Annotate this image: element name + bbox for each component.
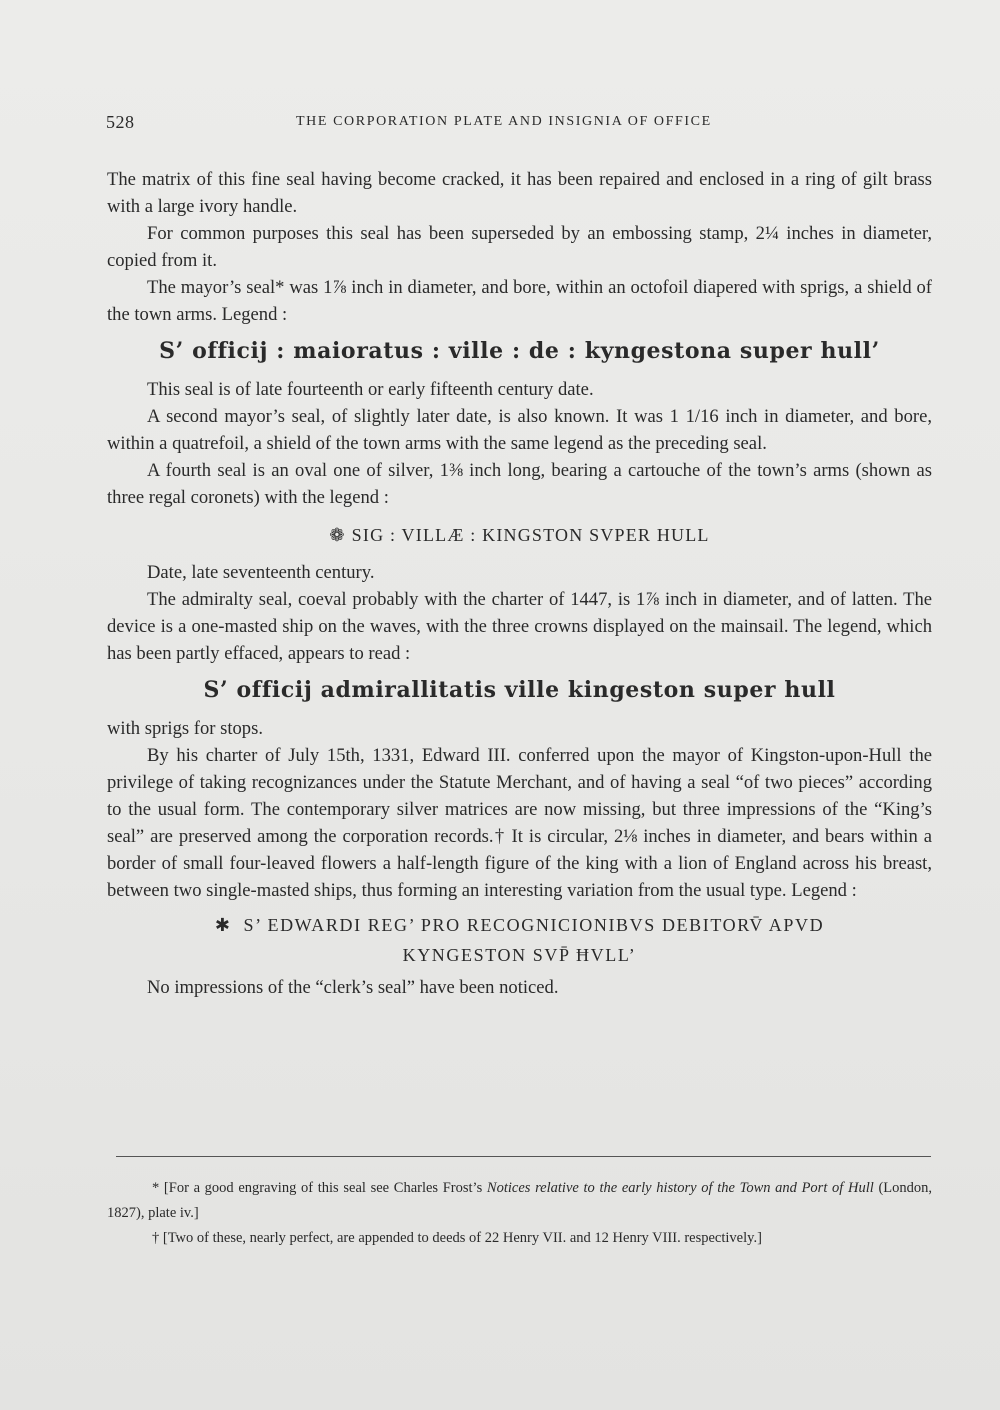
- paragraph-clerks-seal: No impressions of the “clerk’s seal” have been noticed.: [147, 977, 559, 998]
- legend-kings-seal: [107, 910, 932, 970]
- paragraph-sprigs: with sprigs for stops.: [107, 718, 263, 739]
- legend-kings-seal-line-1: ✱ S’ EDWARDI REG’ PRO RECOGNICIONIBVS DEBITORV̄ APVD: [107, 910, 932, 940]
- star-ornament-icon: ✱: [214, 915, 232, 935]
- paragraph-second-mayors-seal: A second mayor’s seal, of slightly later date, is also known. It was 1 1/16 inch in diameter, and bore, within a quatrefoil, a shield of the town arms with the same legend as the preceding seal.: [107, 406, 932, 454]
- paragraph-seventeenth-century: Date, late seventeenth century.: [147, 562, 375, 583]
- paragraph-fourth-seal: A fourth seal is an oval one of silver, 1⅜ inch long, bearing a cartouche of the town’s arms (shown as three regal coronets) with the legend :: [107, 460, 932, 508]
- legend-mayors-seal: S’ officij : maioratus : ville : de : kyngestona super hull’: [159, 338, 880, 364]
- page-header: [106, 112, 932, 136]
- main-text: [107, 166, 932, 1001]
- legend-fourth-seal-text: SIG : VILLÆ : KINGSTON SVPER HULL: [351, 525, 710, 545]
- paragraph-edward-charter: By his charter of July 15th, 1331, Edward III. conferred upon the mayor of Kingston-upon-Hull the privilege of taking recognizances under the Statute Merchant, and of having a seal “of two pieces” according to the usual form. The contemporary silver matrices are now missing, but three impressions of the “King’s seal” are preserved among the corporation records.† It is circular, 2⅛ inches in diameter, and bears within a border of small four-leaved flowers a half-length figure of the king with a lion of England across his breast, between two single-masted ships, thus forming an interesting variation from the usual type. Legend :: [107, 745, 932, 901]
- paragraph-embossing-stamp: For common purposes this seal has been superseded by an embossing stamp, 2¼ inches in diameter, copied from it.: [107, 223, 932, 271]
- footnotes: [107, 1176, 932, 1251]
- page-number: 528: [106, 112, 135, 132]
- flower-ornament-icon: ❁: [329, 525, 346, 545]
- paragraph-admiralty-seal: The admiralty seal, coeval probably with the charter of 1447, is 1⅞ inch in diameter, and of latten. The device is a one-masted ship on the waves, with the three crowns displayed on the mainsail. The legend, which has been partly effaced, appears to read :: [107, 589, 932, 664]
- legend-admiralty-seal: S’ officij admirallitatis ville kingeston super hull: [203, 677, 836, 703]
- legend-kings-seal-line-2: KYNGESTON SVP̄ ĦVLL’: [402, 945, 637, 965]
- paragraph-matrix-repair: The matrix of this fine seal having become cracked, it has been repaired and enclosed in a ring of gilt brass with a large ivory handle.: [107, 169, 932, 217]
- paragraph-seal-date: This seal is of late fourteenth or early fifteenth century date.: [147, 379, 594, 400]
- footnote-1: * [For a good engraving of this seal see Charles Frost’s Notices relative to the early history of the Town and Port of Hull (London, 1827), plate iv.]: [107, 1180, 932, 1221]
- running-head: THE CORPORATION PLATE AND INSIGNIA OF OFFICE: [296, 114, 712, 129]
- footnote-1-title: Notices relative to the early history of the Town and Port of Hull: [486, 1180, 874, 1196]
- footnote-rule: [116, 1156, 931, 1157]
- footnote-2: † [Two of these, nearly perfect, are appended to deeds of 22 Henry VII. and 12 Henry VIII. respectively.]: [152, 1230, 762, 1246]
- legend-fourth-seal: [107, 522, 932, 549]
- paragraph-mayors-seal: The mayor’s seal* was 1⅞ inch in diameter, and bore, within an octofoil diapered with sprigs, a shield of the town arms. Legend :: [107, 277, 932, 325]
